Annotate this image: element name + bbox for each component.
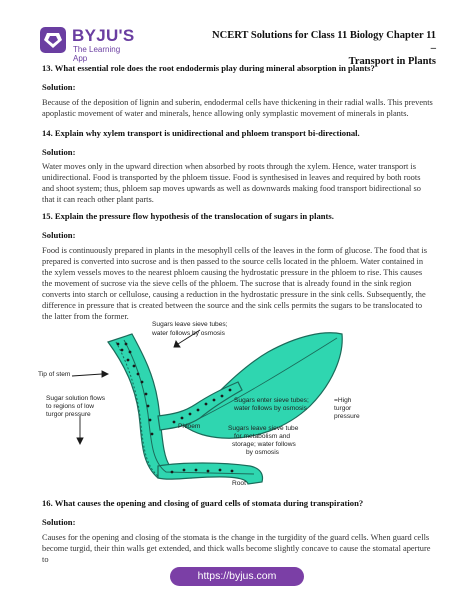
label-solution-flow-1: Sugar solution flows [46, 395, 106, 402]
pressure-flow-diagram [32, 316, 432, 488]
label-high-pressure-1: =High [334, 397, 352, 404]
label-sugars-enter-2: water follows by osmosis [234, 405, 307, 412]
answer-14: Water moves only in the upward direction when absorbed by roots through the xylem. Hence, water transport is unidirectional. Food is transported by the phloem tissue. Food is synthesised in leaves and required by both roots and shoot system; thus, phloem sap moves upwards as well as downwards making food transport bidirectional so that it can reach other plant parts. [42, 162, 421, 204]
label-sugars-leave-bottom-4: by osmosis [246, 449, 279, 456]
solution-label-14: Solution: [42, 147, 76, 157]
solution-label-16: Solution: [42, 517, 76, 527]
label-phloem: Phloem [178, 423, 201, 430]
label-high-pressure-2: turgor [334, 405, 352, 412]
plant-stem [108, 334, 182, 478]
label-sugars-enter-1: Sugars enter sieve tubes; [234, 397, 309, 404]
label-tip-of-stem: Tip of stem [38, 371, 71, 378]
label-sugars-leave-bottom-1: Sugars leave sieve tube [228, 425, 299, 432]
byjus-logo [38, 25, 135, 63]
answer-13: Because of the deposition of lignin and suberin, endodermal cells have thickening in their radial walls. This prevents apoplastic movement of water and minerals, hence allowing only symplastic movement of minerals in plants. [42, 98, 433, 118]
solution-label-15: Solution: [42, 230, 76, 240]
label-solution-flow-3: turgor pressure [46, 411, 91, 418]
question-16: 16. What causes the opening and closing of guard cells of stomata during transpiration? [42, 498, 364, 508]
label-sugars-leave-bottom-3: storage; water follows [232, 441, 296, 448]
leaf-shape [184, 333, 342, 438]
question-15: 15. Explain the pressure flow hypothesis of the translocation of sugars in plants. [42, 211, 334, 221]
label-sugars-leave-bottom-2: for metabolism and [234, 433, 291, 440]
label-high-pressure-3: pressure [334, 413, 360, 420]
question-14: 14. Explain why xylem transport is unidirectional and phloem transport bi-directional. [42, 128, 360, 138]
brand-name: BYJU'S [72, 26, 135, 45]
byjus-logo-icon [38, 25, 68, 55]
solution-label-13: Solution: [42, 82, 76, 92]
label-solution-flow-2: to regions of low [46, 403, 95, 410]
footer-url-pill[interactable] [170, 567, 304, 586]
label-root: Root [232, 480, 246, 487]
answer-16: Causes for the opening and closing of the stomata is the change in the turgidity of the guard cells. When guard cells become turgid, their thin walls get extended, and thick walls become slightly concave to cause the stomatal aperture to [42, 533, 431, 564]
brand-tagline: The Learning App [73, 45, 121, 63]
label-sugars-leave-top-1: Sugars leave sieve tubes; [152, 321, 228, 328]
question-13: 13. What essential role does the root endodermis play during mineral absorption in plants? [42, 63, 375, 73]
footer-url-link[interactable]: https://byjus.com [197, 570, 277, 582]
document-title-line-1: NCERT Solutions for Class 11 Biology Chapter 11 – [212, 30, 436, 54]
answer-15: Food is continuously prepared in plants in the mesophyll cells of the leaves in the form of glucose. The food that is prepared is converted into sucrose and is then passed to the source cells located in the phloem. Water contained in the xylem vessels moves to the nearest phloem causing the hydrostatic pressure in the phloem to rise. This causes the movement of sucrose via the sieve cells of the phloem. The sucrose that is already found in the sink region converts into starch or cellulose, causing a reduction in the hydrostatic pressure in the sink cells. Subsequently, the difference in pressure that is created between the source and the sink cells permits the sugars to be translocated to the latter from the former. [42, 246, 428, 321]
document-title-line-2: Transport in Plants [348, 56, 436, 67]
label-sugars-leave-top-2: water follows by osmosis [152, 330, 225, 337]
